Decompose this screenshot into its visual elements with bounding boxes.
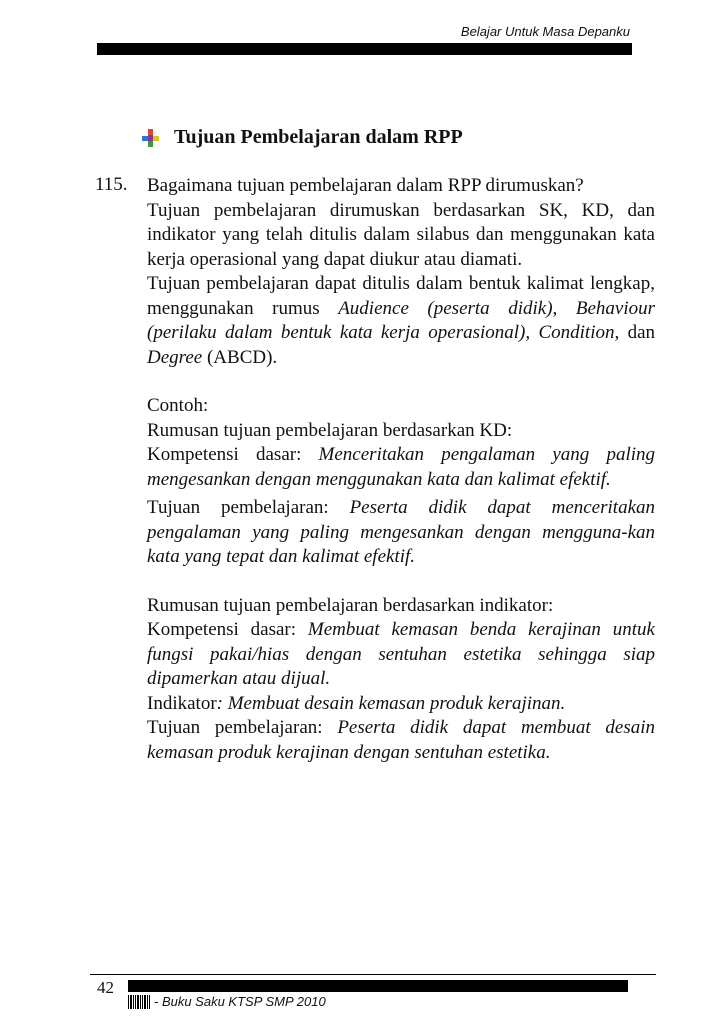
footer-bar [128,980,628,992]
goal2-label: Tujuan pembelajaran: [147,717,338,738]
barcode-icon [128,995,150,1009]
question-text: Bagaimana tujuan pembelajaran dalam RPP dirumuskan? [147,175,584,196]
goal2-text: Peserta didik dapat membuat desain kemasan produk kerajinan dengan sentuhan estetika. [147,717,655,763]
indicator-text: : Membuat desain kemasan produk kerajinan. [216,692,566,714]
goal1-text: Peserta didik dapat menceritakan pengalaman yang paling mengesankan dengan mengguna-kan kata yang tepat dan kalimat efektif. [147,497,656,567]
section-heading [140,126,463,149]
answer-p2-italic-2: Degree [147,346,203,368]
kd-heading: Rumusan tujuan pembelajaran berdasarkan KD: [147,419,513,441]
page-content [147,174,655,765]
indicator-label: Indikator [147,692,217,714]
answer-p2-mid: dan [619,322,655,343]
footer [128,994,326,1009]
kd1-paragraph [147,443,655,492]
indicator-heading: Rumusan tujuan pembelajaran berdasarkan indikator: [147,594,554,616]
kd2-label: Kompetensi dasar: [147,619,308,640]
question-number: 115. [95,174,128,195]
book-title: - Buku Saku KTSP SMP 2010 [154,994,326,1009]
answer-p2-end: (ABCD). [202,346,278,368]
kd1-text: Menceritakan pengalaman yang paling mengesankan dengan menggunakan kata dan kalimat efektif. [147,444,656,490]
kd2-text: Membuat kemasan benda kerajinan untuk fungsi pakai/hias dengan sentuhan estetika sehingga siap dipamerkan atau dijual. [147,619,655,689]
answer-paragraph-2 [147,272,655,370]
section-title: Tujuan Pembelajaran dalam RPP [174,126,463,148]
answer-p2-lead: Tujuan pembelajaran dapat ditulis dalam bentuk kalimat lengkap, menggunakan rumus [147,273,655,319]
answer-p2-italic-1: Audience (peserta didik), Behaviour (perilaku dalam bentuk kata kerja operasional), Condition, [147,297,655,343]
footer-rule [90,974,656,975]
indicator-paragraph [147,692,655,717]
page-number: 42 [97,978,114,997]
goal1-label: Tujuan pembelajaran: [147,497,350,518]
goal2-paragraph [147,716,655,765]
answer-paragraph-1: Tujuan pembelajaran dirumuskan berdasarkan SK, KD, dan indikator yang telah ditulis dalam silabus dan menggunakan kata kerja operasional yang dapat diukur atau diamati. [147,199,655,270]
kd1-label: Kompetensi dasar: [147,444,319,465]
running-header: Belajar Untuk Masa Depanku [460,24,630,39]
header-rule [97,43,632,55]
goal1-paragraph [147,496,655,570]
colored-blocks-icon [140,128,160,148]
kd2-paragraph [147,618,655,692]
example-label: Contoh: [147,395,209,416]
